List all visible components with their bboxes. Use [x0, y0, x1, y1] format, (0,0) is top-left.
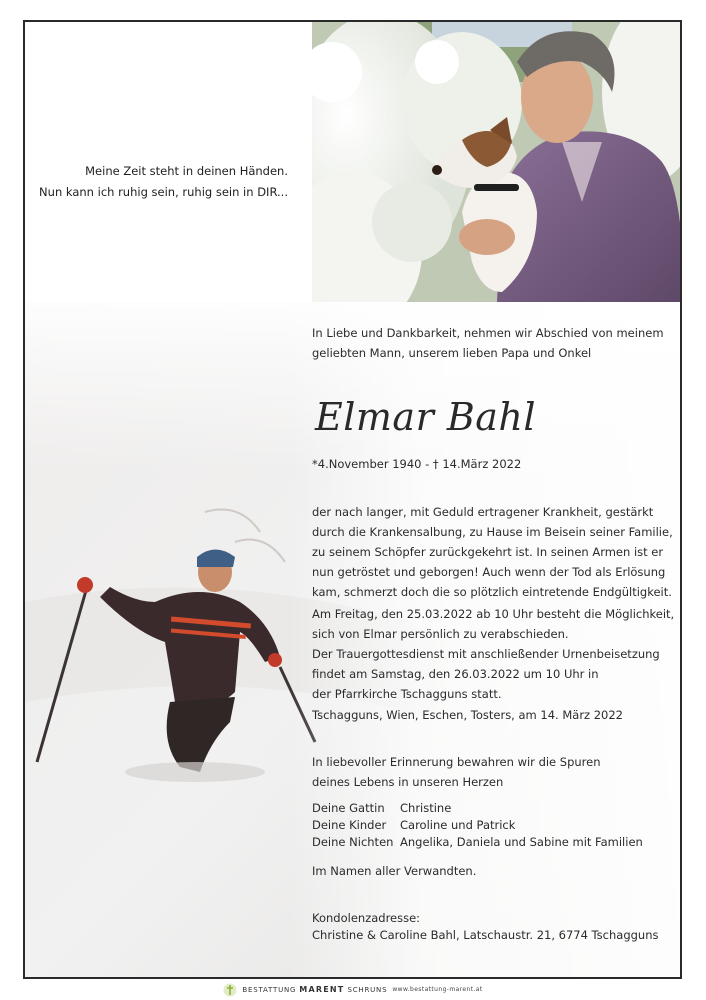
photo-man-with-dog	[312, 22, 682, 302]
remembrance-text	[312, 752, 601, 792]
paragraph-line: kam, schmerzt doch die so plötzlich eintretende Endgültigkeit.	[312, 585, 672, 599]
bottom-section	[25, 302, 682, 979]
remembrance-line-1: In liebevoller Erinnerung bewahren wir die Spuren	[312, 755, 601, 769]
footer-brand	[242, 985, 387, 994]
footer-brand-name: MARENT	[299, 985, 345, 994]
family-row	[312, 817, 643, 834]
intro-text	[312, 323, 664, 363]
condolence-address-line: Christine & Caroline Bahl, Latschaustr. 21, 6774 Tschagguns	[312, 928, 659, 942]
footer-url[interactable]: www.bestattung-marent.at	[392, 986, 483, 993]
paragraph-line: durch die Krankensalbung, zu Hause im Beisein seiner Familie,	[312, 525, 673, 539]
family-role: Deine Nichten	[312, 835, 394, 849]
family-names: Caroline und Patrick	[400, 818, 516, 832]
condolence-label: Kondolenzadresse:	[312, 911, 421, 925]
deceased-name: Elmar Bahl	[315, 395, 537, 439]
life-dates: *4.November 1940 - † 14.März 2022	[312, 457, 522, 471]
paragraph-line: zu seinem Schöpfer zurückgekehrt ist. In seinen Armen ist er	[312, 545, 664, 559]
paragraph-line: findet am Samstag, den 26.03.2022 um 10 Uhr in	[312, 667, 599, 681]
family-role: Deine Gattin	[312, 801, 385, 815]
family-names: Christine	[400, 801, 452, 815]
condolence-address	[312, 910, 659, 944]
paragraph-line: Der Trauergottesdienst mit anschließender Urnenbeisetzung	[312, 647, 660, 661]
footer	[0, 979, 706, 1000]
footer-brand-place: SCHRUNS	[347, 986, 388, 994]
family-role: Deine Kinder	[312, 818, 387, 832]
quote-line-2: Nun kann ich ruhig sein, ruhig sein in DIR...	[39, 185, 288, 199]
paragraph-line: der nach langer, mit Geduld ertragener Krankheit, gestärkt	[312, 505, 654, 519]
quote-line-1: Meine Zeit steht in deinen Händen.	[85, 164, 288, 178]
family-row	[312, 834, 643, 851]
paragraph-funeral-details	[312, 604, 674, 704]
place-and-date: Tschagguns, Wien, Eschen, Tosters, am 14. März 2022	[312, 708, 623, 722]
funeral-home-logo-icon	[223, 983, 237, 997]
footer-brand-prefix: BESTATTUNG	[242, 986, 297, 994]
remembrance-line-2: deines Lebens in unseren Herzen	[312, 775, 504, 789]
paragraph-line: nun getröstet und geborgen! Auch wenn der Tod als Erlösung	[312, 565, 666, 579]
closing-text: Im Namen aller Verwandten.	[312, 864, 477, 878]
quote-block	[39, 161, 288, 203]
paragraph-line: der Pfarrkirche Tschagguns statt.	[312, 687, 502, 701]
obituary-frame	[23, 20, 682, 979]
paragraph-line: sich von Elmar persönlich zu verabschieden.	[312, 627, 569, 641]
intro-line-2: geliebten Mann, unserem lieben Papa und Onkel	[312, 346, 592, 360]
intro-line-1: In Liebe und Dankbarkeit, nehmen wir Abschied von meinem	[312, 326, 664, 340]
paragraph-line: Am Freitag, den 25.03.2022 ab 10 Uhr besteht die Möglichkeit,	[312, 607, 675, 621]
family-list	[312, 800, 643, 851]
family-names: Angelika, Daniela und Sabine mit Familien	[400, 835, 643, 849]
family-row	[312, 800, 643, 817]
photo-man-with-dog-image	[312, 22, 682, 302]
paragraph-announcement	[312, 502, 673, 602]
